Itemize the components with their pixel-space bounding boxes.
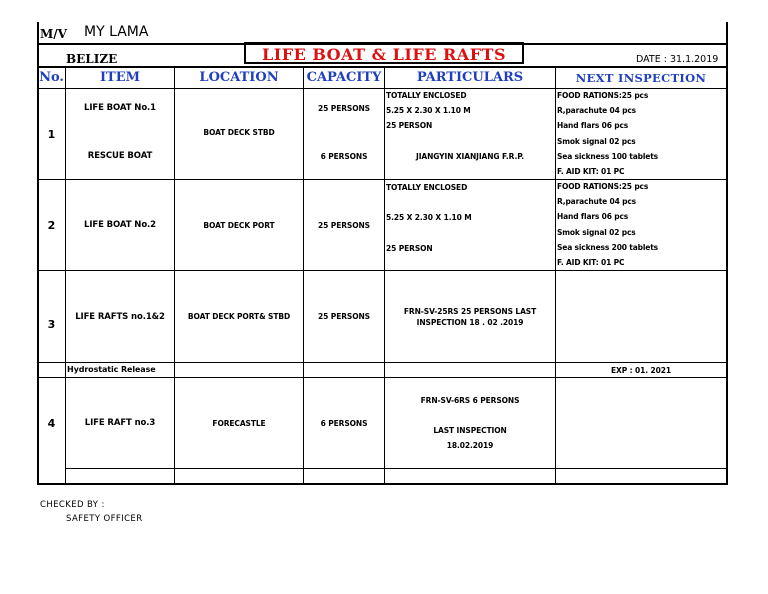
row-number: 4: [47, 416, 56, 430]
particulars-list: [386, 88, 471, 134]
inspection-line: Smok signal 02 pcs: [557, 136, 636, 146]
hydrostatic-expiry: EXP : 01. 2021: [611, 365, 671, 375]
vessel-name: MY LAMA: [84, 24, 149, 40]
particulars-line: FRN-SV-25RS 25 PERSONS LAST: [403, 307, 537, 316]
particulars-maker: JIANGYIN XIANJIANG F.R.P.: [416, 151, 524, 161]
checked-by-label: CHECKED BY :: [40, 500, 105, 510]
col-header-capacity: CAPACITY: [306, 70, 382, 85]
capacity: 25 PERSONS: [318, 312, 370, 321]
inspection-line: R,parachute 04 pcs: [557, 197, 636, 207]
item-name: LIFE RAFT no.3: [84, 418, 156, 428]
location: BOAT DECK STBD: [203, 127, 275, 137]
particulars-line: TOTALLY ENCLOSED: [386, 183, 468, 192]
row-number: 2: [47, 218, 56, 232]
particulars-line: 5.25 X 2.30 X 1.10 M: [386, 213, 472, 222]
col-header-next-inspection: NEXT INSPECTION: [575, 70, 707, 85]
col-header-no: No.: [39, 70, 64, 85]
date-label: DATE : 31.1.2019: [636, 54, 719, 65]
particulars-line: FRN-SV-6RS 6 PERSONS: [420, 395, 520, 405]
inspection-line: FOOD RATIONS:25 pcs: [557, 182, 649, 191]
location: FORECASTLE: [212, 418, 266, 428]
inspection-line: F. AID KIT: 01 PC: [557, 167, 625, 177]
particulars-line: 18.02.2019: [446, 440, 494, 450]
inspection-list: [557, 88, 658, 179]
inspection-line: Hand flars 06 pcs: [557, 212, 629, 222]
inspection-line: Smok signal 02 pcs: [557, 227, 636, 237]
particulars-line: TOTALLY ENCLOSED: [386, 91, 467, 100]
flag-label: BELIZE: [66, 52, 118, 66]
row-number: 1: [47, 127, 56, 141]
particulars-line: 25 PERSON: [386, 244, 433, 253]
col-header-item: ITEM: [99, 70, 141, 85]
item-name: LIFE RAFTS no.1&2: [75, 311, 165, 322]
inspection-line: F. AID KIT: 01 PC: [557, 258, 625, 268]
mv-label: M/V: [40, 27, 67, 41]
location: BOAT DECK PORT& STBD: [187, 312, 291, 321]
inspection-line: R,parachute 04 pcs: [557, 106, 636, 116]
particulars-block: [385, 306, 555, 328]
inspection-list: [557, 179, 658, 270]
document-title: LIFE BOAT & LIFE RAFTS: [244, 42, 524, 64]
inspection-line: Sea sickness 200 tablets: [557, 242, 658, 252]
inspection-line: Sea sickness 100 tablets: [557, 151, 658, 161]
capacity: 6 PERSONS: [320, 151, 368, 161]
row-number: 3: [47, 317, 56, 331]
item-name: LIFE BOAT No.2: [84, 220, 156, 230]
capacity: 6 PERSONS: [320, 418, 368, 428]
inspection-line: FOOD RATIONS:25 pcs: [557, 91, 649, 100]
col-header-particulars: PARTICULARS: [416, 70, 524, 85]
particulars-line: 5.25 X 2.30 X 1.10 M: [386, 106, 471, 116]
particulars-line: LAST INSPECTION: [433, 425, 507, 435]
particulars-line: INSPECTION 18 . 02 .2019: [416, 318, 524, 327]
item-name: RESCUE BOAT: [87, 151, 153, 161]
inspection-line: Hand flars 06 pcs: [557, 121, 629, 131]
col-header-location: LOCATION: [199, 70, 279, 85]
safety-officer-label: SAFETY OFFICER: [66, 514, 143, 524]
hydrostatic-release-label: Hydrostatic Release: [67, 365, 156, 374]
particulars-line: 25 PERSON: [386, 121, 433, 131]
item-name: LIFE BOAT No.1: [84, 103, 156, 113]
location: BOAT DECK PORT: [203, 220, 275, 230]
capacity: 25 PERSONS: [318, 103, 370, 113]
capacity: 25 PERSONS: [318, 220, 370, 230]
